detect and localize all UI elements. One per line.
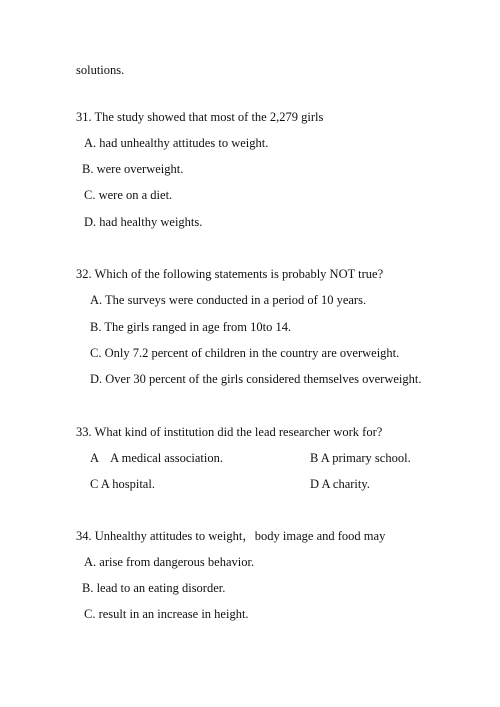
question-32-option-d: D. Over 30 percent of the girls considered themselves overweight. [90,372,422,386]
question-33-option-b: B A primary school. [310,451,411,465]
question-34-option-c: C. result in an increase in height. [84,607,249,621]
question-33-stem: 33. What kind of institution did the lead researcher work for? [76,425,383,439]
question-32-option-c: C. Only 7.2 percent of children in the country are overweight. [90,346,400,360]
question-32-option-b: B. The girls ranged in age from 10to 14. [90,320,292,334]
question-31-option-b: B. were overweight. [82,162,184,176]
question-31-option-d: D. had healthy weights. [84,215,203,229]
question-31-option-c: C. were on a diet. [84,188,173,202]
question-34-option-b: B. lead to an eating disorder. [82,581,226,595]
question-32-stem: 32. Which of the following statements is probably NOT true? [76,267,384,281]
question-33-option-c: C A hospital. [90,477,155,491]
question-33-option-d: D A charity. [310,477,370,491]
question-31-option-a: A. had unhealthy attitudes to weight. [84,136,269,150]
question-31-stem: 31. The study showed that most of the 2,279 girls [76,110,324,124]
question-34-stem: 34. Unhealthy attitudes to weight，body image and food may [76,529,386,543]
question-33-option-a: A A medical association. [90,451,223,465]
continuation-text: solutions. [76,63,125,77]
question-34-option-a: A. arise from dangerous behavior. [84,555,255,569]
question-32-option-a: A. The surveys were conducted in a period of 10 years. [90,293,367,307]
